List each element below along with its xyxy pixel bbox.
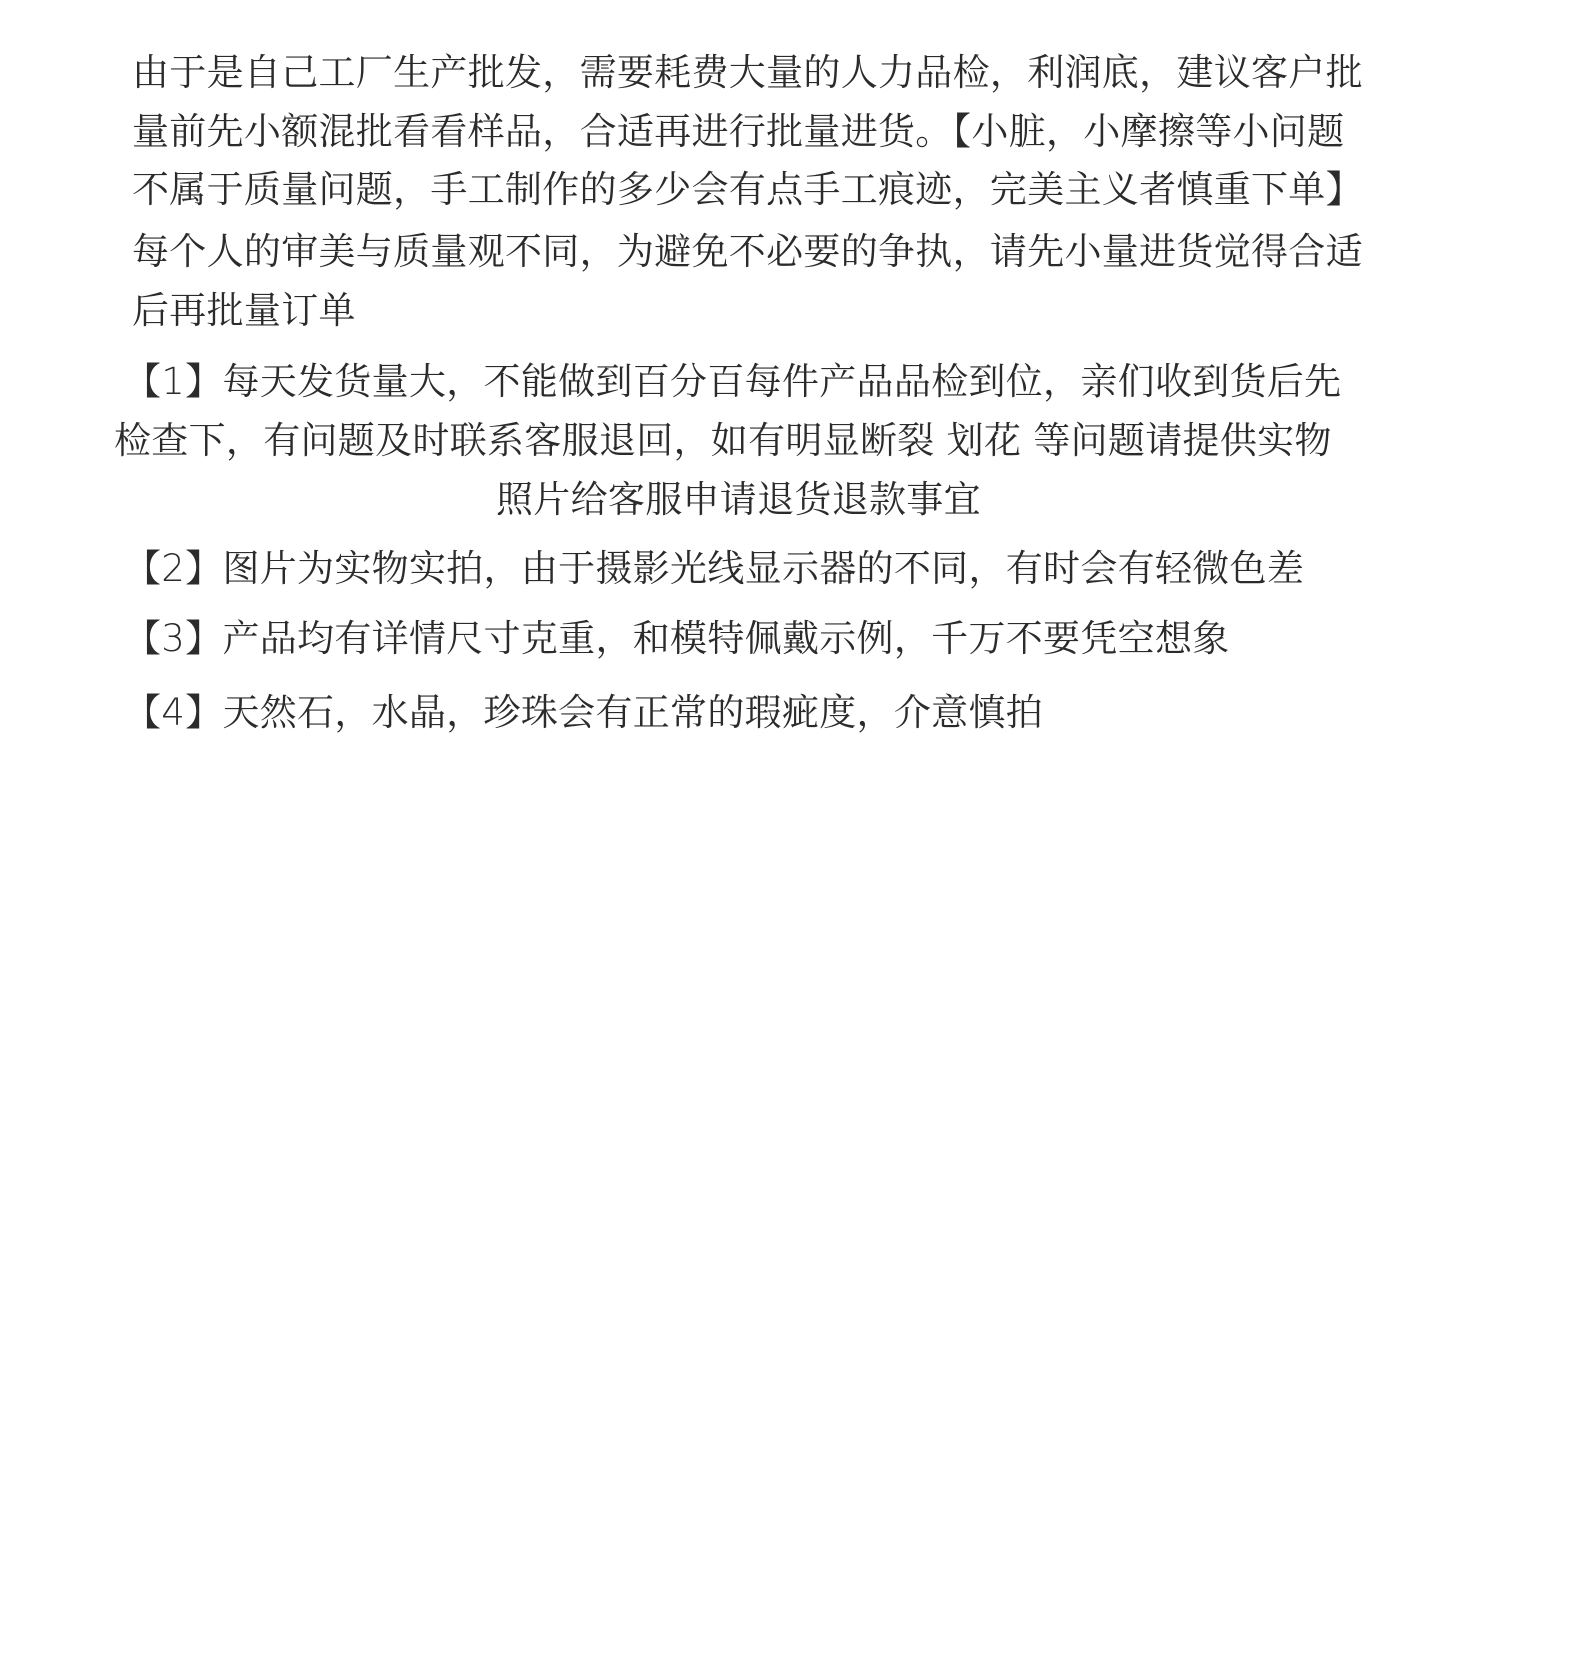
notice-point-4: 【4】天然石，水晶，珍珠会有正常的瑕疵度，介意慎拍 [124,691,1044,734]
point-1-line: 【1】每天发货量大，不能做到百分百每件产品品检到位，亲们收到货后先 [124,360,1342,403]
intro-line: 由于是自己工厂生产批发，需要耗费大量的人力品检，利润底，建议客户批 [132,51,1363,94]
point-1-line: 照片给客服申请退货退款事宜 [496,478,981,521]
point-1-line: 检查下，有问题及时联系客服退回，如有明显断裂 划花 等问题请提供实物 [114,419,1332,462]
intro-line: 每个人的审美与质量观不同，为避免不必要的争执，请先小量进货觉得合适 [132,230,1363,273]
intro-line: 量前先小额混批看看样品，合适再进行批量进货。【小脏，小摩擦等小问题 [132,110,1345,153]
notice-point-3: 【3】产品均有详情尺寸克重，和模特佩戴示例，千万不要凭空想象 [124,617,1230,660]
intro-line: 不属于质量问题，手工制作的多少会有点手工痕迹，完美主义者慎重下单】 [132,168,1363,211]
intro-line: 后再批量订单 [132,289,356,332]
notice-point-2: 【2】图片为实物实拍，由于摄影光线显示器的不同，有时会有轻微色差 [124,547,1305,590]
